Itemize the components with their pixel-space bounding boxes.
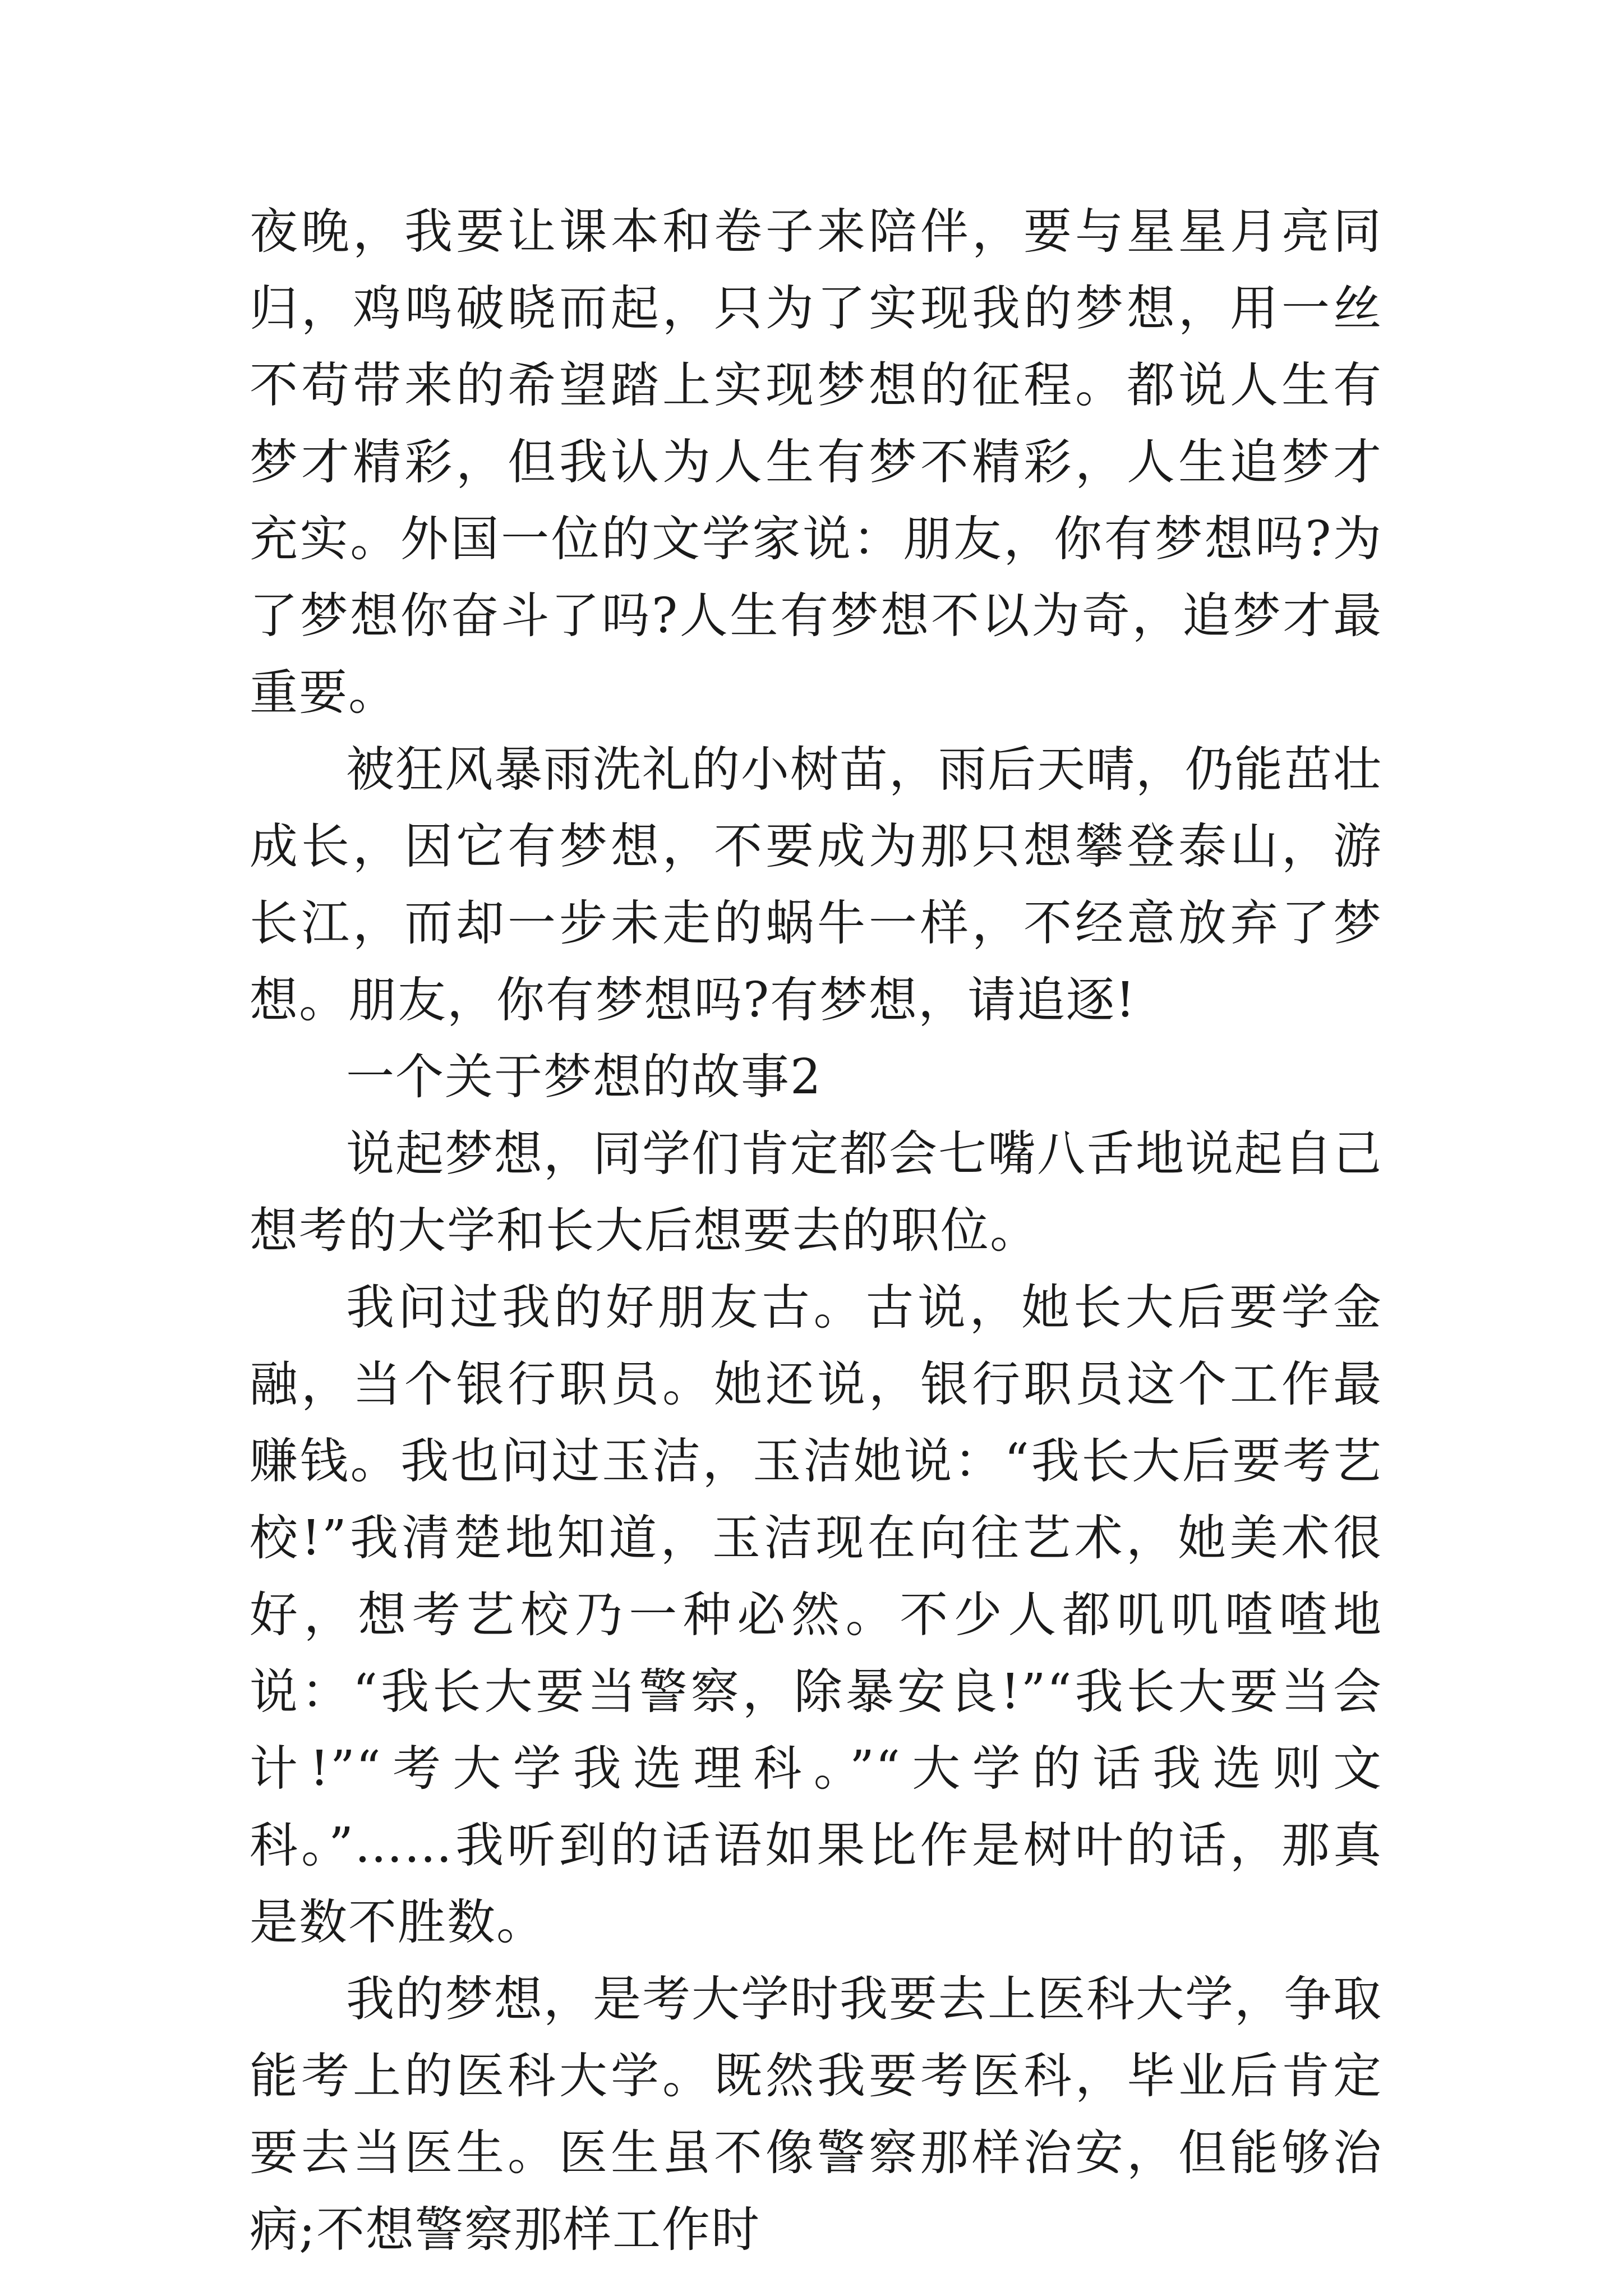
paragraph-continuation: 夜晚，我要让课本和卷子来陪伴，要与星星月亮同归，鸡鸣破晓而起，只为了实现我的梦想，用一丝不苟带来的希望踏上实现梦想的征程。都说人生有梦才精彩，但我认为人生有梦不精彩，人生追梦才充实。外国一位的文学家说：朋友，你有梦想吗?为了梦想你奋斗了吗?人生有梦想不以为奇，追梦才最重要。 <box>250 204 1382 721</box>
paragraph: 被狂风暴雨洗礼的小树苗，雨后天晴，仍能茁壮成长，因它有梦想，不要成为那只想攀登泰山，游长江，而却一步未走的蜗牛一样，不经意放弃了梦想。朋友，你有梦想吗?有梦想，请追逐! <box>250 742 1382 1028</box>
paragraph: 我的梦想，是考大学时我要去上医科大学，争取能考上的医科大学。既然我要考医科，毕业后肯定要去当医生。医生虽不像警察那样治安，但能够治病;不想警察那样工作时 <box>250 1971 1382 2258</box>
paragraph: 我问过我的好朋友古。古说，她长大后要学金融，当个银行职员。她还说，银行职员这个工作最赚钱。我也问过玉洁，玉洁她说：“我长大后要考艺校!”我清楚地知道，玉洁现在向往艺术，她美术很好，想考艺校乃一种必然。不少人都叽叽喳喳地说：“我长大要当警察，除暴安良!”“我长大要当会计!”“考大学我选理科。”“大学的话我选则文科。”……我听到的话语如果比作是树叶的话，那真是数不胜数。 <box>250 1280 1382 1950</box>
section-heading: 一个关于梦想的故事2 <box>346 1049 822 1105</box>
document-body <box>250 194 1382 2269</box>
paragraph: 说起梦想，同学们肯定都会七嘴八舌地说起自己想考的大学和长大后想要去的职位。 <box>250 1126 1382 1259</box>
